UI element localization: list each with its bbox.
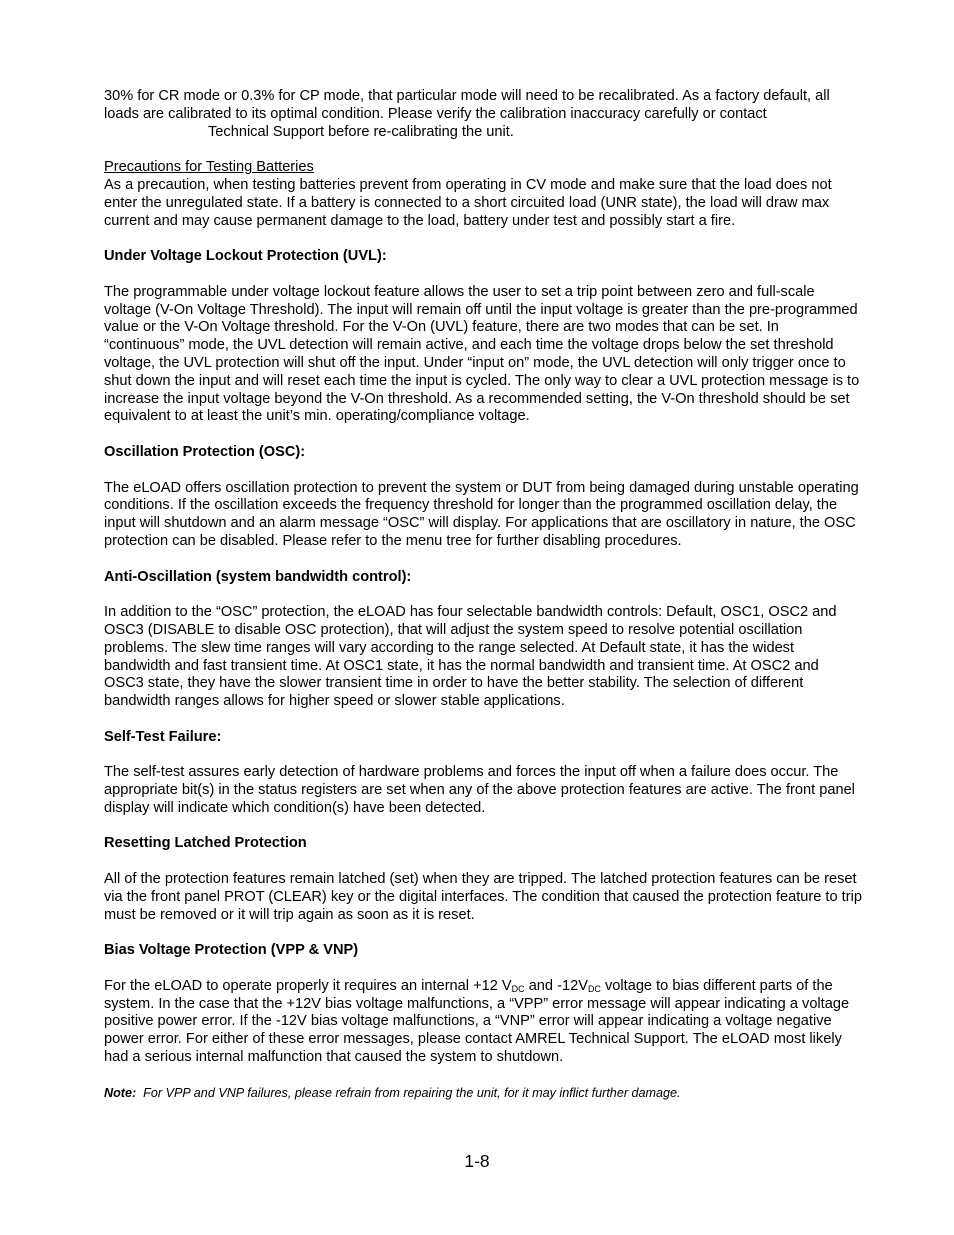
bias-heading: Bias Voltage Protection (VPP & VNP) — [104, 942, 359, 959]
note — [104, 1085, 862, 1101]
selftest-heading: Self-Test Failure: — [104, 728, 222, 745]
bias-body-part-b: and -12V — [524, 977, 588, 994]
batteries-heading: Precautions for Testing Batteries — [104, 159, 314, 176]
antiosc-heading: Anti-Oscillation (system bandwidth control): — [104, 568, 412, 585]
bias-subscript-2: DC — [587, 983, 601, 994]
uvl-heading: Under Voltage Lockout Protection (UVL): — [104, 248, 387, 265]
bias-body — [104, 978, 862, 1067]
intro-paragraph — [104, 88, 862, 141]
latched-heading: Resetting Latched Protection — [104, 835, 307, 852]
selftest-body: The self-test assures early detection of hardware problems and forces the input off when a failure does occur. The appropriate bit(s) in the status registers are set when any of the above protection features are active. The front panel display will indicate which condition(s) have been detected. — [104, 764, 855, 816]
page-number: 1-8 — [464, 1151, 490, 1171]
intro-line-2: Technical Support before re-calibrating the unit. — [208, 123, 514, 140]
bias-subscript-1: DC — [511, 983, 525, 994]
batteries-body: As a precaution, when testing batteries prevent from operating in CV mode and make sure that the load does not enter the unregulated state. If a battery is connected to a short circuited load (UNR state), the load will draw max current and may cause permanent damage to the load, battery under test and possibly start a fire. — [104, 176, 832, 229]
note-text: For VPP and VNP failures, please refrain from repairing the unit, for it may inflict further damage. — [136, 1085, 681, 1100]
latched-body: All of the protection features remain latched (set) when they are tripped. The latched protection features can be reset via the front panel PROT (CLEAR) key or the digital interfaces. The condition that caused the protection feature to trip must be removed or it will trip again as soon as it is reset. — [104, 871, 862, 923]
osc-heading: Oscillation Protection (OSC): — [104, 443, 306, 460]
antiosc-body: In addition to the “OSC” protection, the eLOAD has four selectable bandwidth controls: Default, OSC1, OSC2 and OSC3 (DISABLE to disable OSC protection), that will adjust the system speed to resolve potential oscillation problems. The slew time ranges will vary according to the range selected. At Default state, it has the widest bandwidth and fast transient time. At OSC1 state, it has the normal bandwidth and transient time. At OSC2 and OSC3 state, they have the slower transient time in order to have the better stability. The selection of different bandwidth ranges allows for higher speed or slower stable applications. — [104, 604, 837, 710]
osc-body: The eLOAD offers oscillation protection to prevent the system or DUT from being damaged during unstable operating conditions. If the oscillation exceeds the frequency threshold for longer than the programmed oscillation delay, the input will shutdown and an alarm message “OSC” will display. For applications that are oscillatory in nature, the OSC protection can be disabled. Please refer to the menu tree for further disabling procedures. — [104, 479, 859, 549]
document-page — [104, 88, 862, 1101]
note-label: Note: — [104, 1085, 137, 1100]
intro-line-1: 30% for CR mode or 0.3% for CP mode, that particular mode will need to be recalibrated. As a factory default, all loads are calibrated to its optimal condition. Please verify the calibration inaccuracy carefully or contact — [104, 88, 830, 122]
bias-body-part-c: voltage to bias different parts of the system. In the case that the +12V bias voltage malfunctions, a “VPP” error message will appear indicating a voltage positive power error. If the -12V bias voltage malfunctions, a “VNP” error will appear indicating a voltage negative power error. For either of these error messages, please contact AMREL Technical Support. The eLOAD most likely had a serious internal malfunction that caused the system to shutdown. — [104, 977, 850, 1066]
uvl-body: The programmable under voltage lockout feature allows the user to set a trip point between zero and full-scale voltage (V-On Voltage Threshold). The input will remain off until the input voltage is greater than the pre-programmed value or the V-On Voltage threshold. For the V-On (UVL) feature, there are two modes that can be set. In “continuous” mode, the UVL detection will remain active, and each time the voltage drops below the set threshold voltage, the UVL protection will shut off the input. Under “input on” mode, the UVL detection will only trigger once to shut down the input and will reset each time the input is cycled. The only way to clear a UVL protection message is to increase the input voltage beyond the V-On threshold. As a recommended setting, the V-On threshold should be set equivalent to at least the unit’s min. operating/compliance voltage. — [104, 283, 860, 425]
bias-body-part-a: For the eLOAD to operate properly it requires an internal +12 V — [104, 977, 512, 994]
